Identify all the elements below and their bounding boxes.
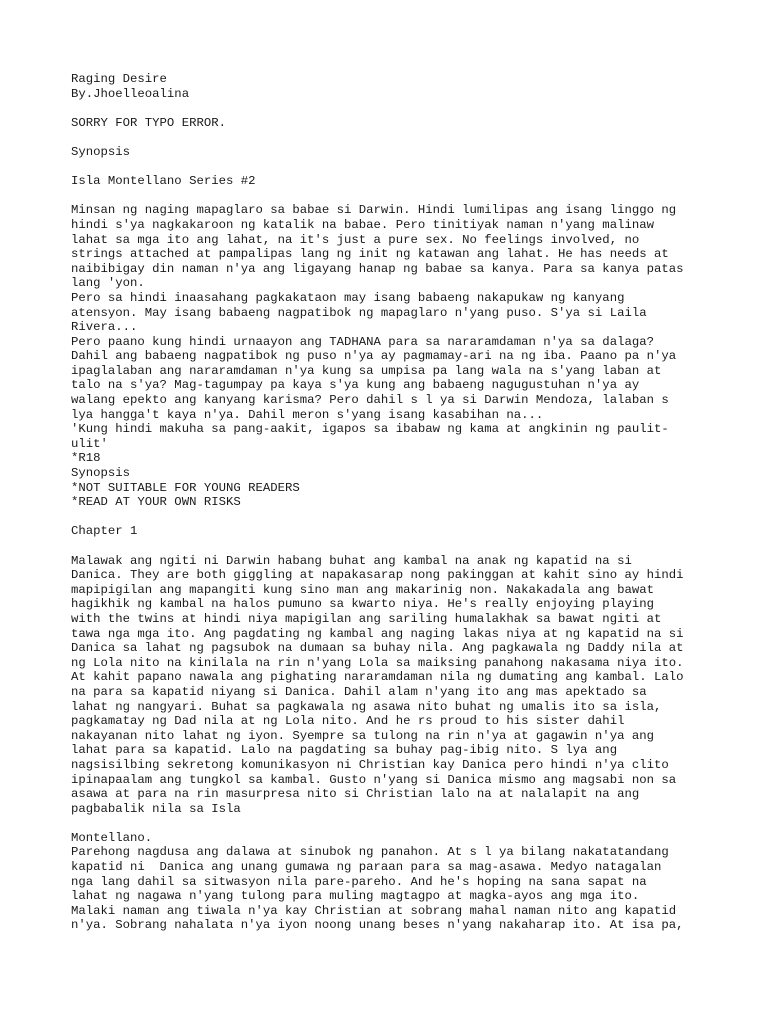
text-line: 'Kung hindi makuha sa pang-aakit, igapos sa ibabaw ng kama at angkinin ng paulit- bbox=[71, 422, 669, 437]
chapter-heading: Chapter 1 bbox=[71, 524, 138, 539]
text-line: lahat ng nangyari. Buhat sa pagkawala ng asawa nito buhat ng umalis ito sa isla, bbox=[71, 699, 662, 714]
text-line: Malaki naman ang tiwala n'ya kay Christian at sobrang mahal naman nito ang kapatid bbox=[71, 903, 677, 918]
synopsis-text bbox=[71, 203, 768, 509]
text-line: Parehong nagdusa ang dalawa at sinubok ng panahon. At s l ya bilang nakatatandang bbox=[71, 845, 669, 860]
text-line: walang epekto ang kanyang karisma? Pero dahil s l ya si Darwin Mendoza, lalaban s bbox=[71, 393, 669, 408]
text-line: mapipigilan ang mapangiti kung sino man ang makarinig non. Nakakadala ang bawat bbox=[71, 582, 654, 597]
text-line: atensyon. May isang babaeng nagpatibok ng mapaglaro n'yang puso. S'ya si Laila bbox=[71, 305, 647, 320]
chapter-text bbox=[71, 554, 768, 817]
text-line: nakayanan nito lahat ng iyon. Syempre sa tulong na rin n'ya at gagawin n'ya ang bbox=[71, 728, 654, 743]
text-line: asawa at para na rin masurpresa nito si Christian lalo na at nalalapit na ang bbox=[71, 787, 640, 802]
text-line: ipaglalaban ang nararamdaman n'ya kung sa umpisa pa lang wala na s'yang laban at bbox=[71, 363, 662, 378]
text-line: nagsisilbing sekretong komunikasyon ni Christian kay Danica pero hindi n'ya clito bbox=[71, 757, 669, 772]
text-line: talo na s'ya? Mag-tagumpay pa kaya s'ya kung ang babaeng nagugustuhan n'ya ay bbox=[71, 378, 640, 393]
text-line: ulit' bbox=[71, 436, 108, 451]
text-line: pagbabalik nila sa Isla bbox=[71, 801, 241, 816]
text-line: lahat para sa kapatid. Lalo na pagdating sa buhay pag-ibig nito. S lya ang bbox=[71, 743, 618, 758]
text-line: lahat ng nagawa n'yang tulong para muling magtagpo at magka-ayos ang mga ito. bbox=[71, 889, 640, 904]
document-title: Raging Desire bbox=[71, 72, 167, 86]
text-line: Dahil ang babaeng nagpatibok ng puso n'ya ay pagmamay-ari na ng iba. Paano pa n'ya bbox=[71, 349, 677, 364]
text-line: *READ AT YOUR OWN RISKS bbox=[71, 495, 241, 510]
text-line: na para sa kapatid niyang si Danica. Dahil alam n'yang ito ang mas apektado sa bbox=[71, 684, 647, 699]
text-line: Rivera... bbox=[71, 320, 138, 335]
text-line: ng Lola nito na kinilala na rin n'yang Lola sa maiksing panahong nakasama niya ito. bbox=[71, 655, 684, 670]
text-line: *R18 bbox=[71, 451, 101, 466]
text-line: lahat sa mga ito ang lahat, na it's just a pure sex. No feelings involved, no bbox=[71, 232, 640, 247]
text-line: Danica. They are both giggling at napakasarap nong pakinggan at kahit sino ay hindi bbox=[71, 568, 684, 583]
text-line: At kahit papano nawala ang pighating nararamdaman nila ng dumating ang kambal. Lalo bbox=[71, 670, 684, 685]
chapter-text-continued bbox=[71, 831, 768, 933]
typo-note: SORRY FOR TYPO ERROR. bbox=[71, 115, 226, 130]
text-line: *NOT SUITABLE FOR YOUNG READERS bbox=[71, 480, 300, 495]
text-line: Malawak ang ngiti ni Darwin habang buhat ang kambal na anak ng kapatid na si bbox=[71, 553, 632, 568]
text-line: n'ya. Sobrang nahalata n'ya iyon noong unang beses n'yang nakaharap ito. At isa pa, bbox=[71, 918, 684, 933]
text-line: pagkamatay ng Dad nila at ng Lola nito. And he rs proud to his sister dahil bbox=[71, 714, 625, 729]
text-line: strings attached at pampalipas lang ng init ng katawan ang lahat. He has needs at bbox=[71, 247, 669, 262]
text-line: lya hangga't kaya n'ya. Dahil meron s'yang isang kasabihan na... bbox=[71, 407, 544, 422]
synopsis-heading: Synopsis bbox=[71, 144, 131, 159]
text-line: Synopsis bbox=[71, 466, 131, 481]
text-line: lang 'yon. bbox=[71, 276, 145, 291]
text-line: with the twins at hindi niya mapigilan ang sariling humalakhak sa bawat ngiti at bbox=[71, 611, 662, 626]
text-line: ipinapaalam ang tungkol sa kambal. Gusto n'yang si Danica mismo ang magsabi non sa bbox=[71, 772, 677, 787]
series-title: Isla Montellano Series #2 bbox=[71, 174, 256, 189]
document-author: By.Jhoelleoalina bbox=[71, 86, 190, 101]
text-line: Danica sa lahat ng pagsubok na dumaan sa buhay nila. Ang pagkawala ng Daddy nila at bbox=[71, 641, 684, 656]
text-line: hagikhik ng kambal na halos pumuno sa kwarto niya. He's really enjoying playing bbox=[71, 597, 654, 612]
text-line: Minsan ng naging mapaglaro sa babae si Darwin. Hindi lumilipas ang isang linggo ng bbox=[71, 203, 677, 218]
text-line: kapatid ni Danica ang unang gumawa ng paraan para sa mag-asawa. Medyo natagalan bbox=[71, 860, 662, 875]
text-line: hindi s'ya nagkakaroon ng katalik na babae. Pero tinitiyak naman n'yang malinaw bbox=[71, 217, 654, 232]
text-line: Pero sa hindi inaasahang pagkakataon may isang babaeng nakapukaw ng kanyang bbox=[71, 290, 625, 305]
text-line: tawa nga mga ito. Ang pagdating ng kambal ang naging lakas niya at ng kapatid na si bbox=[71, 626, 684, 641]
text-line: Montellano. bbox=[71, 830, 153, 845]
text-line: naibibigay din naman n'ya ang ligayang hanap ng babae sa kanya. Para sa kanya patas bbox=[71, 261, 684, 276]
text-line: nga lang dahil sa sitwasyon nila pare-pareho. And he's hoping na sana sapat na bbox=[71, 874, 647, 889]
text-line: Pero paano kung hindi urnaayon ang TADHANA para sa nararamdaman n'ya sa dalaga? bbox=[71, 334, 654, 349]
